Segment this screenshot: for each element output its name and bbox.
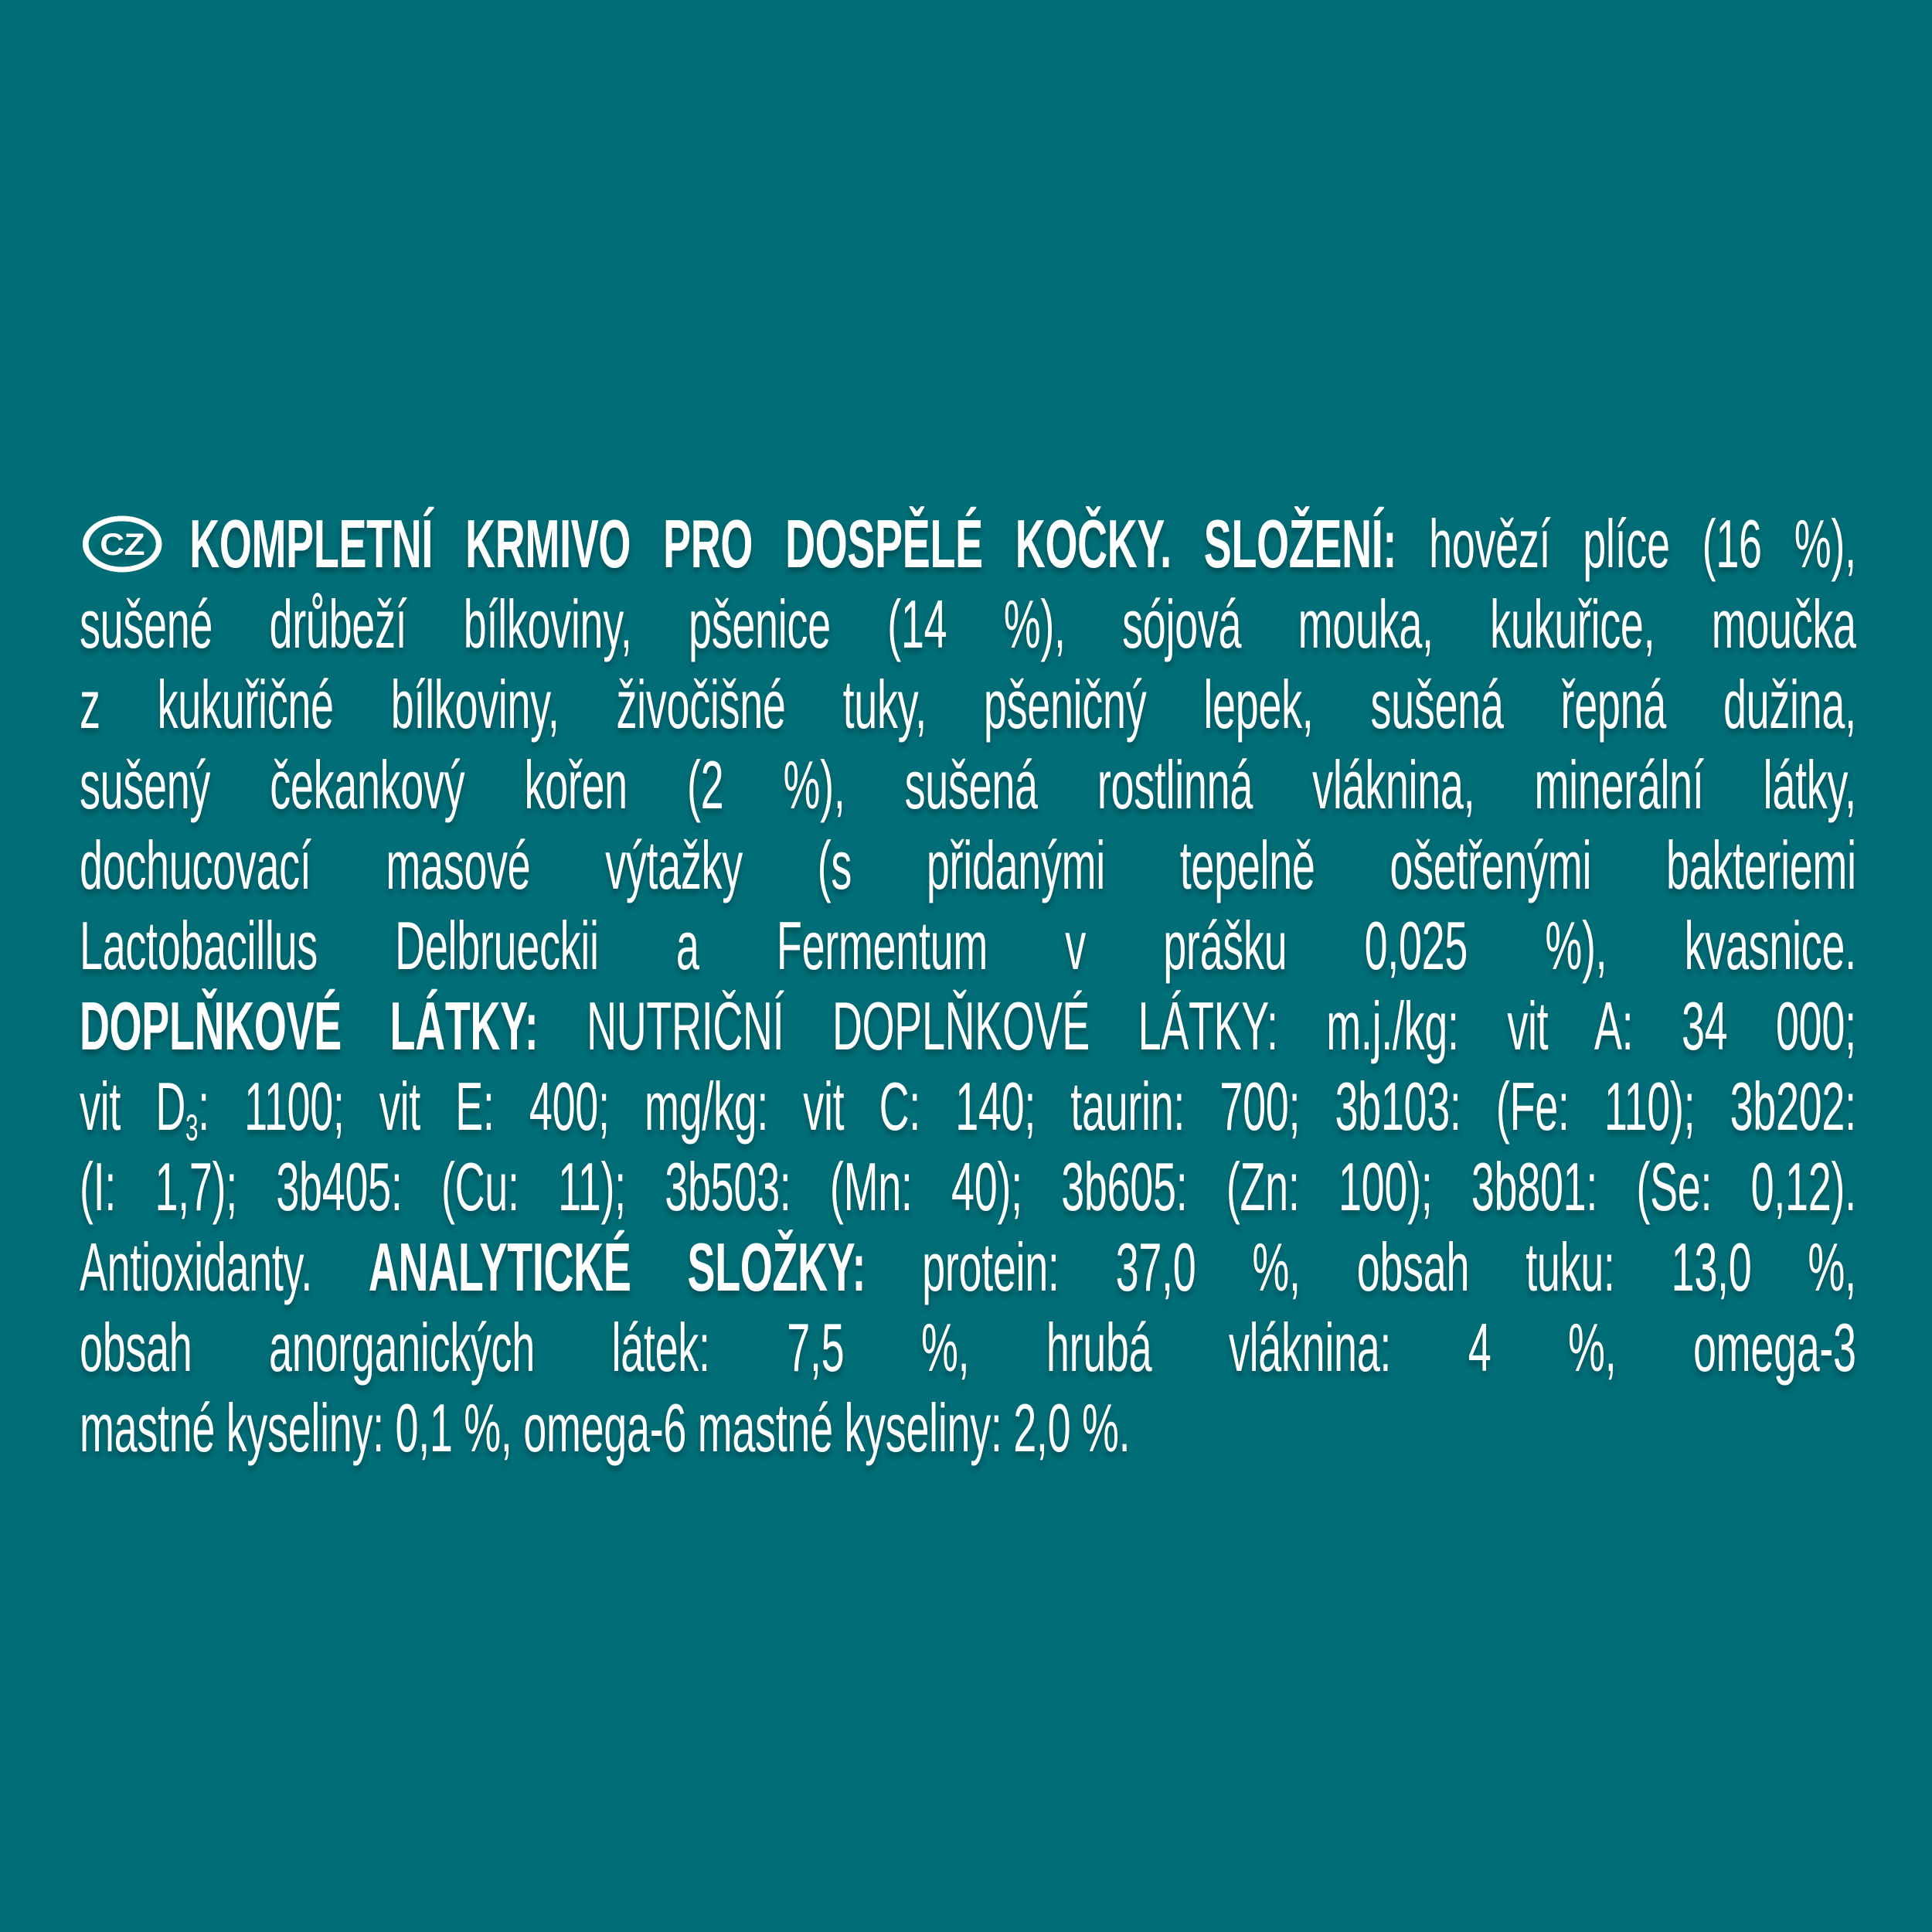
analytical-text: protein: 37,0 %, obsah tuku: 13,0 %, — [866, 1229, 1856, 1305]
trace-elements-text: (I: 1,7); 3b405: (Cu: 11); 3b503: (Mn: 40); 3b605: (Zn: 100); 3b801: (Se: 0,12). — [80, 1148, 1856, 1225]
label-line-10 — [80, 1227, 1856, 1308]
label-line-9 — [80, 1147, 1856, 1227]
ingredients-text: sušený čekankový kořen (2 %), sušená rostlinná vláknina, minerální látky, — [80, 747, 1856, 823]
analytical-text: mastné kyseliny: 0,1 %, omega-6 mastné kyseliny: 2,0 %. — [80, 1389, 1131, 1466]
ingredients-text: z kukuřičné bílkoviny, živočišné tuky, pšeničný lepek, sušená řepná dužina, — [80, 666, 1856, 743]
label-line-1 — [80, 504, 1856, 584]
label-line-6 — [80, 906, 1856, 986]
ingredients-text: Lactobacillus Delbrueckii a Fermentum v prášku 0,025 %), kvasnice. — [80, 907, 1856, 984]
vitamin-d3-subscript: 3 — [185, 1107, 199, 1149]
additives-text: NUTRIČNÍ DOPLŇKOVÉ LÁTKY: m.j./kg: vit A: 34 000; — [538, 988, 1856, 1064]
analytical-text: obsah anorganických látek: 7,5 %, hrubá vláknina: 4 %, omega-3 — [80, 1309, 1856, 1386]
label-line-11 — [80, 1308, 1856, 1388]
ingredients-text: dochucovací masové výtažky (s přidanými tepelně ošetřenými bakteriemi — [80, 827, 1856, 903]
label-line-8 — [80, 1066, 1856, 1147]
label-line-5 — [80, 825, 1856, 906]
label-line-3 — [80, 665, 1856, 745]
heading-analytical-constituents: ANALYTICKÉ SLOŽKY: — [368, 1229, 866, 1305]
antioxidants-text: Antioxidanty. — [80, 1229, 369, 1305]
badge-country-code: CZ — [100, 526, 145, 562]
heading-additives: DOPLŇKOVÉ LÁTKY: — [80, 988, 539, 1064]
cz-label-text-block — [80, 504, 1856, 1468]
label-line-12 — [80, 1388, 1856, 1468]
ingredients-text: sušené drůbeží bílkoviny, pšenice (14 %), sójová mouka, kukuřice, moučka — [80, 586, 1856, 662]
label-line-7 — [80, 986, 1856, 1066]
ingredients-start: hovězí plíce (16 %), — [1396, 505, 1856, 582]
additives-text: : 1100; vit E: 400; mg/kg: vit C: 140; taurin: 700; 3b103: (Fe: 110); 3b202: — [198, 1068, 1856, 1145]
additives-text: vit D — [80, 1068, 185, 1145]
label-line-4 — [80, 745, 1856, 825]
heading-complete-food: KOMPLETNÍ KRMIVO PRO DOSPĚLÉ KOČKY. SLOŽENÍ: — [189, 505, 1397, 582]
cz-language-badge — [80, 513, 165, 575]
label-line-2 — [80, 584, 1856, 665]
